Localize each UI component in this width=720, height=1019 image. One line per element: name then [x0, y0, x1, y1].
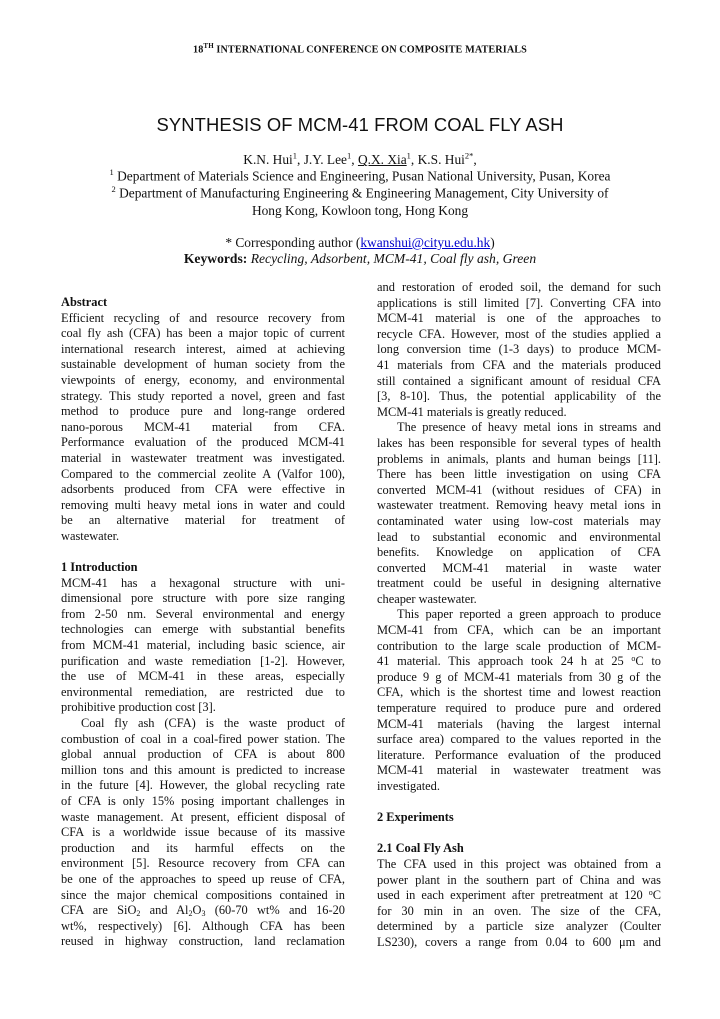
- text-line: treatment could be useful in designing alternative: [377, 576, 661, 591]
- text-line: for 30 min in an oven. The size of the CFA,: [377, 903, 661, 918]
- introduction-heading: 1 Introduction: [61, 560, 138, 575]
- paper-title: SYNTHESIS OF MCM-41 FROM COAL FLY ASH: [156, 114, 564, 135]
- text-line: The presence of heavy metal ions in streams and: [397, 420, 661, 435]
- text-line: lead to substantial economic and environmental: [377, 529, 661, 544]
- experiments-heading: 2 Experiments: [377, 810, 454, 825]
- text-line: problems in animals, plants and human beings [11].: [377, 451, 661, 466]
- affiliation-2: $^2$ Department of Manufacturing Engineering & Engineering Management, City University of: [111, 184, 609, 201]
- introduction-body-right-continued: [377, 670, 661, 795]
- section-gap: [377, 795, 661, 811]
- text-line: LS230), covers a range from 0.04 to 600 μm and: [377, 934, 661, 949]
- coal-fly-ash-heading: 2.1 Coal Fly Ash: [377, 841, 464, 856]
- right-column: [377, 280, 661, 951]
- text-line: converted MCM-41 (without residues of CFA) in: [377, 482, 661, 497]
- introduction-body-right: [377, 280, 661, 654]
- text-line: lakes has been responsible for several types of health: [377, 435, 661, 450]
- text-line: of CFA is only 15% posing important challenges in: [61, 794, 345, 808]
- text-line: be one of the approaches to speed up reuse of CFA,: [61, 871, 345, 886]
- header-text: INTERNATIONAL CONFERENCE ON COMPOSITE MATERIALS: [213, 44, 527, 56]
- text-line: sustainable development of human society from the: [61, 357, 345, 372]
- abstract-body: [61, 311, 345, 545]
- text-line: prohibitive production cost [3].: [61, 700, 216, 715]
- text-line: CFA is a worldwide issue because of its massive: [61, 825, 345, 840]
- text-line: Efficient recycling of and resource recovery from: [61, 310, 345, 325]
- text-line: MCM-41 has a hexagonal structure with uni-: [61, 575, 345, 590]
- text-line: 41 material. This approach took 24 h at 25 $^o$C to: [377, 654, 661, 669]
- section-gap: [61, 545, 345, 561]
- text-line: environmental remediation, are restricted due to: [61, 684, 345, 699]
- text-line: in the future [4]. However, the global recycling rate: [61, 778, 345, 793]
- text-line: temperature required to produce pure and ordered: [377, 701, 661, 716]
- email-link[interactable]: kwanshui@cityu.edu.hk: [360, 235, 491, 250]
- author: J.Y. Lee$^1$,: [303, 151, 358, 168]
- text-line: wt%, respectively) [6]. Although CFA has been: [61, 918, 345, 933]
- text-line: coal fly ash (CFA) has been a major topic of current: [61, 326, 345, 341]
- text-line: since the major chemical compositions contained in: [61, 887, 345, 902]
- text-line: cheaper wastewater.: [377, 591, 477, 606]
- text-line: viewpoints of energy, economy, and environmental: [61, 372, 345, 387]
- corresponding-author: * Corresponding author (kwanshui@cityu.edu.hk): [225, 235, 495, 250]
- text-line: [3, 8-10]. Thus, the potential applicability of the: [377, 389, 661, 404]
- text-line: Compared to the commercial zeolite A (Valfor 100),: [61, 466, 345, 481]
- text-line: adsorbents produced from CFA were effective in: [61, 482, 345, 497]
- text-line: technologies can emerge with substantial benefits: [61, 622, 345, 637]
- affiliation-2-continued: Hong Kong, Kowloon tong, Hong Kong: [251, 203, 469, 218]
- text-line: produce 9 g of MCM-41 materials from 30 g of the: [377, 669, 661, 684]
- text-line: Performance evaluation of the produced MCM-41: [61, 435, 345, 450]
- text-line: used in each experiment after pretreatment at 120 $^o$C: [377, 888, 661, 903]
- text-line: strategy. This study reported a novel, green and fast: [61, 388, 345, 403]
- text-line: reused in highway construction, land reclamation: [61, 934, 345, 949]
- text-line: from 2-50 nm. Several environmental and energy: [61, 606, 345, 621]
- text-line: There has been little investigation on using CFA: [377, 467, 661, 482]
- header-ordinal: TH: [203, 42, 214, 50]
- text-line: MCM-41 materials is greatly reduced.: [377, 404, 567, 419]
- section-gap: [377, 826, 661, 842]
- text-line: million tons and this amount is predicted to increase: [61, 762, 345, 777]
- text-line: dimensional pore structure with pore size ranging: [61, 591, 345, 606]
- affiliation-1: $^1$ Department of Materials Science and Engineering, Pusan National University, Pusan, Korea: [109, 167, 611, 184]
- text-line: long conversion time (1-3 days) to produce MCM-: [377, 342, 661, 357]
- conference-header: [0, 42, 720, 55]
- text-line: wastewater treatment. Removing heavy metal ions in: [377, 498, 661, 513]
- experiments-body: [377, 857, 661, 873]
- text-line: recycle CFA. However, most of the studies applied a: [377, 326, 661, 341]
- text-line: The CFA used in this project was obtained from a: [377, 856, 661, 871]
- text-line: 41 materials from CFA and the materials produced: [377, 357, 661, 372]
- text-line: waste management. At present, efficient disposal of: [61, 809, 345, 824]
- abstract-heading: Abstract: [61, 295, 108, 309]
- text-line: MCM-41 material is one of the approaches to: [377, 311, 661, 326]
- text-line: combustion of coal in a coal-fired power station. The: [61, 731, 345, 746]
- text-line: literature. Performance evaluation of the produced: [377, 747, 661, 762]
- keywords-label: Keywords:: [183, 251, 248, 266]
- text-line: removing multi heavy metal ions in water and could: [61, 497, 345, 512]
- introduction-body-continued: [61, 919, 345, 950]
- text-line: MCM-41 from CFA, which can be an important: [377, 623, 661, 638]
- text-line: wastewater.: [61, 528, 120, 543]
- text-line: the use of MCM-41 in these areas, especially: [61, 669, 345, 684]
- text-line: CFA are SiO$_2$ and $Al_2O_3$ (60-70 wt% and 16-20: [61, 903, 345, 919]
- text-line: production and its harmful effects on the: [61, 840, 345, 855]
- text-line: determined by a particle size analyzer (Coulter: [377, 919, 661, 934]
- text-line: This paper reported a green approach to produce: [397, 607, 661, 622]
- experiments-body-continued: [377, 904, 661, 951]
- text-line: MCM-41 material in wastewater treatment was: [377, 763, 661, 778]
- author: Q.X. Xia$^1$,: [357, 151, 418, 168]
- text-line: MCM-41 materials (having the largest internal: [377, 716, 661, 731]
- text-line: international research interest, aimed at achieving: [61, 341, 345, 356]
- left-column: [61, 295, 345, 950]
- text-line: Coal fly ash (CFA) is the waste product of: [81, 716, 345, 731]
- text-line: be an alternative material for treatment of: [61, 513, 345, 528]
- introduction-body: [61, 576, 345, 903]
- text-line: applications is still limited [7]. Converting CFA into: [377, 295, 661, 310]
- text-line: converted MCM-41 material in waste water: [377, 560, 661, 575]
- author-list: [0, 151, 720, 168]
- text-line: investigated.: [377, 779, 440, 793]
- text-line: method to produce pure and long-range ordered: [61, 404, 345, 419]
- header-number: 18: [193, 44, 204, 56]
- keywords-text: Recycling, Adsorbent, MCM-41, Coal fly ash, Green: [247, 251, 537, 266]
- text-line: still contained a significant amount of residual CFA: [377, 373, 661, 388]
- keywords: [0, 251, 720, 267]
- author: K.N. Hui$^1$,: [243, 151, 304, 168]
- text-line: environment [5]. Resource recovery from CFA can: [61, 856, 345, 871]
- text-line: contribution to the large scale production of MCM-: [377, 638, 661, 653]
- author: K.S. Hui$^{2*}$,: [417, 151, 477, 168]
- text-line: contaminated water using low-cost materials may: [377, 513, 661, 528]
- text-line: from MCM-41 material, including basic science, air: [61, 638, 345, 653]
- text-line: power plant in the southern part of China and was: [377, 872, 661, 887]
- text-line: nano-porous MCM-41 material from CFA.: [61, 419, 345, 434]
- text-line: purification and waste remediation [1-2]. However,: [61, 653, 345, 668]
- text-line: surface area) compared to the values reported in the: [377, 732, 661, 747]
- text-line: CFA, which is the shortest time and lowest reaction: [377, 685, 661, 700]
- text-line: material in wastewater treatment was investigated.: [61, 450, 345, 465]
- text-line: global annual production of CFA is about 800: [61, 747, 345, 762]
- text-line: benefits. Knowledge on application of CFA: [377, 545, 661, 560]
- text-line: and restoration of eroded soil, the demand for such: [377, 280, 661, 294]
